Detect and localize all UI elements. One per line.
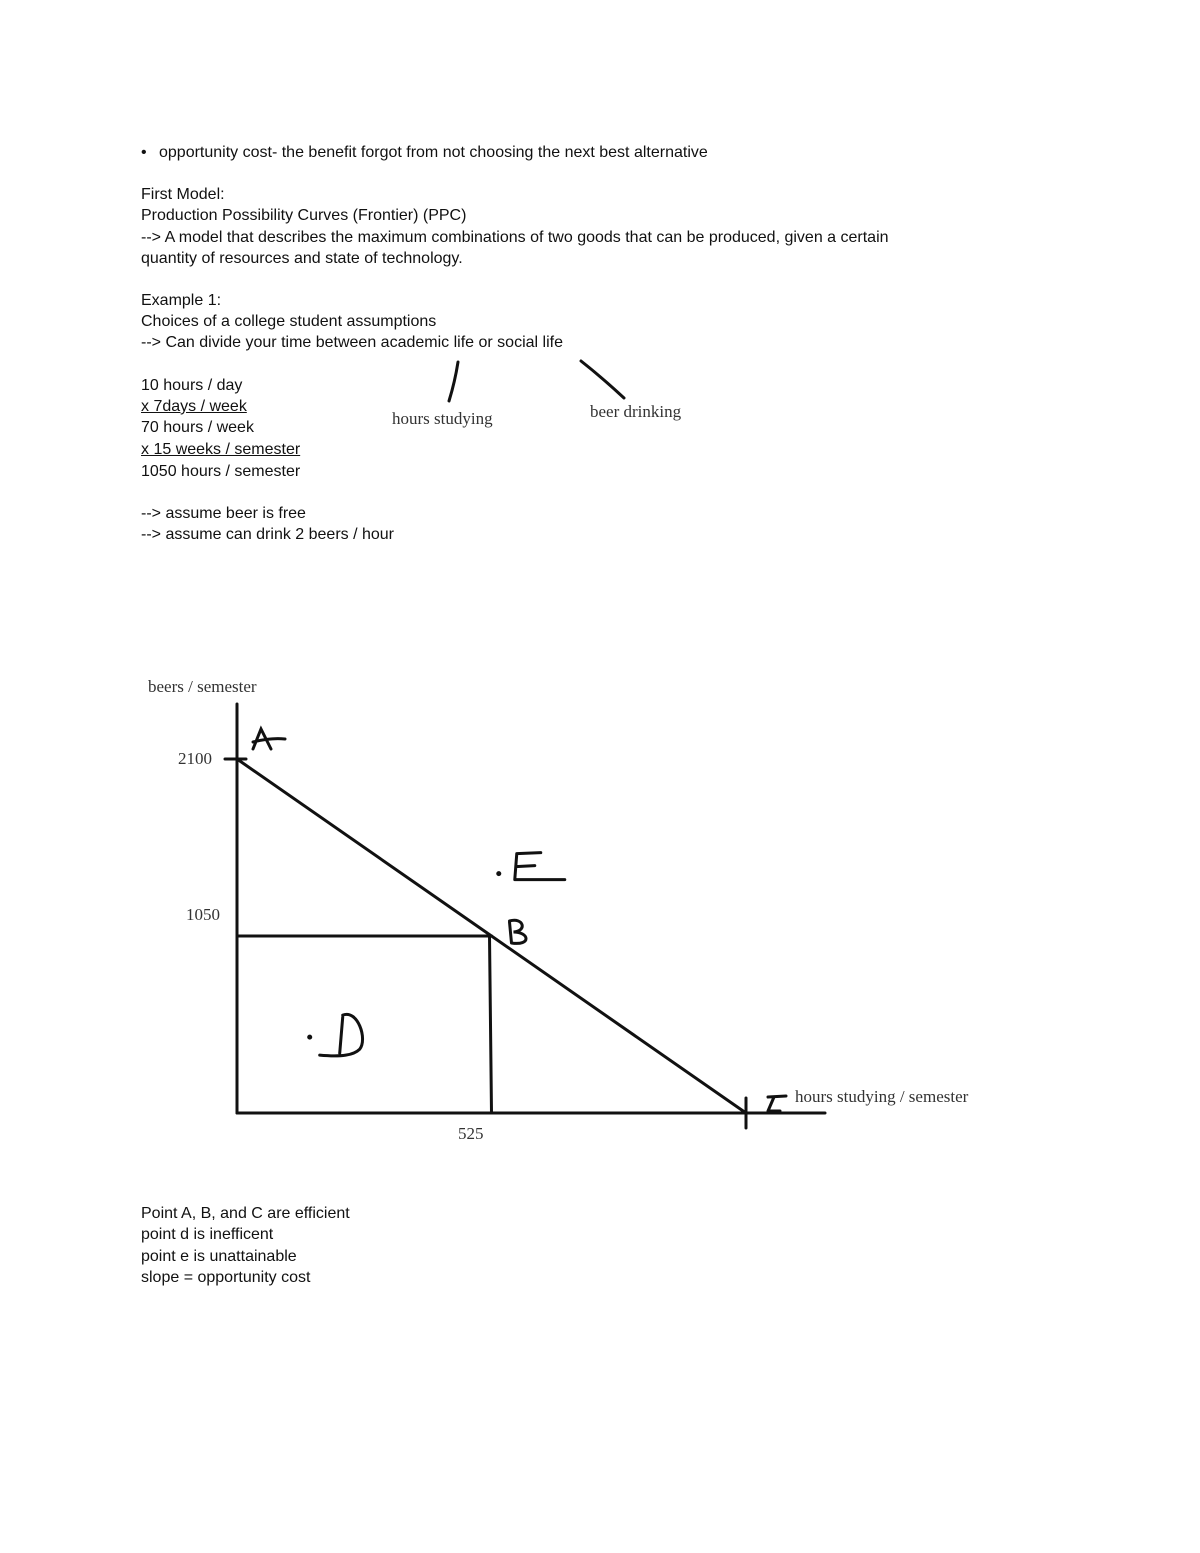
point-d-dot (307, 1035, 312, 1040)
handwritten-label-hours-studying: hours studying (392, 409, 493, 428)
letter-d (320, 1014, 363, 1056)
letter-e (515, 853, 565, 880)
y-axis-label: beers / semester (148, 677, 257, 696)
calc-line: 70 hours / week (141, 419, 254, 436)
letter-a (253, 729, 285, 749)
definition-text: opportunity cost- the benefit forgot from not choosing the next best alternative (159, 144, 708, 161)
point-e-dot (496, 871, 501, 876)
bullet-marker: • (141, 144, 147, 161)
example-description: --> Can divide your time between academic life or social life (141, 334, 563, 351)
calc-line: 1050 hours / semester (141, 463, 301, 480)
calc-line: 10 hours / day (141, 377, 243, 394)
x-axis-label: hours studying / semester (795, 1087, 969, 1106)
example-title: Choices of a college student assumptions (141, 313, 437, 330)
handwritten-label-beer-drinking: beer drinking (590, 402, 682, 421)
conclusion-line: point e is unattainable (141, 1248, 297, 1265)
y-tick-label: 1050 (186, 905, 220, 924)
x-tick-label: 525 (458, 1124, 484, 1143)
guide-line-vertical (490, 936, 492, 1113)
model-description-line2: quantity of resources and state of technology. (141, 250, 463, 267)
model-heading: First Model: (141, 186, 225, 203)
example-heading: Example 1: (141, 292, 222, 309)
y-tick-label: 2100 (178, 749, 212, 768)
assumption-beers-per-hour: --> assume can drink 2 beers / hour (141, 526, 395, 543)
letter-b (510, 920, 527, 943)
model-name: Production Possibility Curves (Frontier) (PPC) (141, 207, 467, 224)
calc-line: x 15 weeks / semester (141, 441, 301, 458)
conclusion-line: slope = opportunity cost (141, 1269, 311, 1286)
letter-c (768, 1096, 786, 1111)
assumption-beer-free: --> assume beer is free (141, 505, 306, 522)
conclusion-line: Point A, B, and C are efficient (141, 1205, 350, 1222)
calc-line: x 7days / week (141, 398, 247, 415)
conclusion-line: point d is inefficent (141, 1226, 274, 1243)
model-description-line1: --> A model that describes the maximum combinations of two goods that can be produced, given a certain (141, 229, 889, 246)
